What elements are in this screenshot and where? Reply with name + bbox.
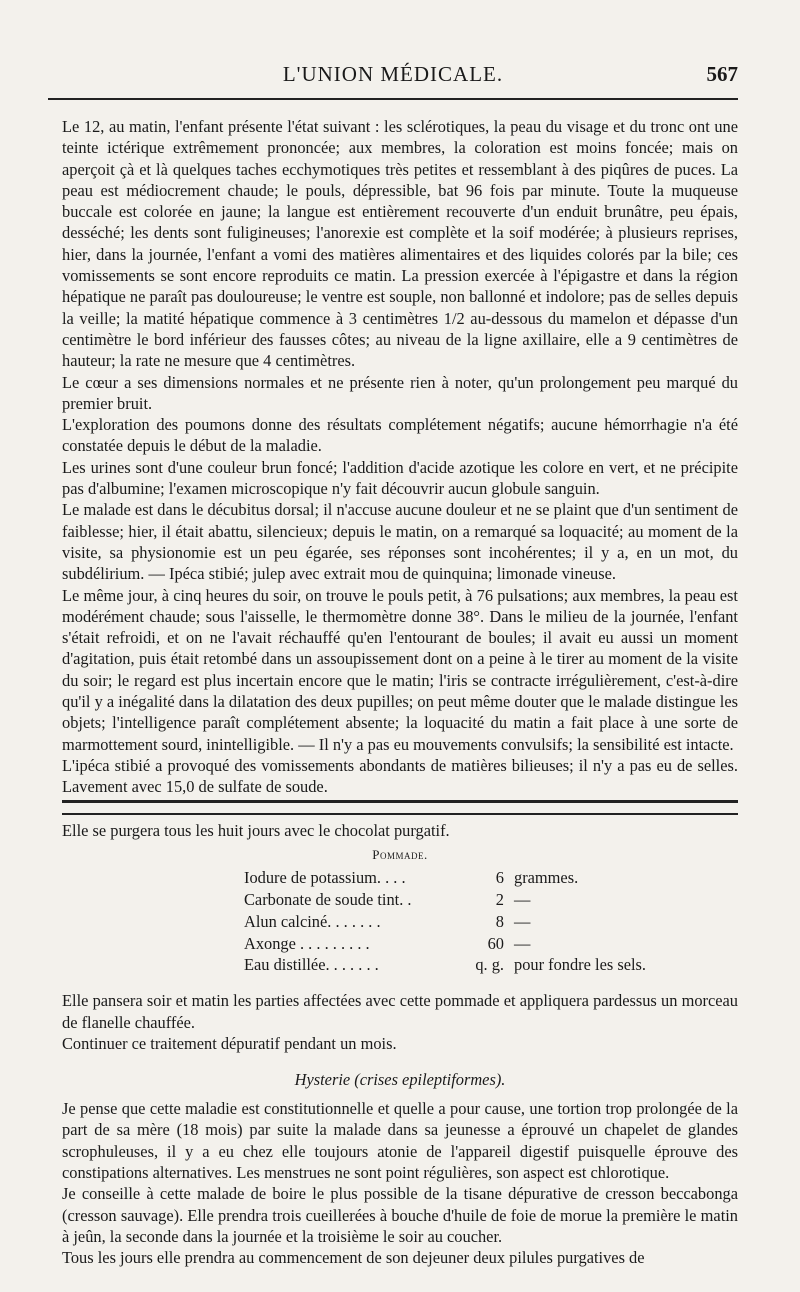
recipe-row	[244, 954, 738, 976]
hysterie-text	[62, 1098, 738, 1268]
header-rule	[48, 98, 738, 100]
ingredient-unit: grammes.	[514, 868, 579, 888]
paragraph: Je conseille à cette malade de boire le plus possible de la tisane dépurative de cresson beccabonga (cresson sauvage). Elle prendra trois cueillerées à bouche d'huile de foie de morue la première le matin à jeûn, la seconde dans la journée et la troisième le soir au coucher.	[62, 1184, 738, 1246]
ingredient-name: Carbonate de soude tint. .	[244, 890, 412, 910]
paragraph: Le même jour, à cinq heures du soir, on trouve le pouls petit, à 76 pulsations; aux membres, la peau est modérément chaude; sous l'aisselle, le thermomètre donne 38°. Dans le milieu de la journée, l'enfant s'était refroidi, et on ne l'avait réchauffé qu'en l'entourant de boules; il avait eu aussi un moment d'agitation, puis était retombé dans un assoupissement dont on a peine à le tirer au moment de la visite du soir; le regard est plus incertain encore que le matin; l'iris se contracte irrégulièrement, c'est-à-dire qu'il y a inégalité dans la dilatation des deux pupilles; on peut même douter que le malade distingue les objets; l'intelligence paraît complétement absente; la loquacité du matin a fait place à une sorte de marmottement sourd, inintelligible. — Il n'y a pas eu mouvements convulsifs; la sensibilité est intacte.	[62, 585, 738, 754]
ingredient-qty: 6	[495, 868, 504, 888]
ingredient-name: Axonge . . . . . . . . .	[244, 933, 370, 953]
ingredient-unit: —	[514, 911, 531, 931]
ingredient-name: Alun calciné. . . . . . .	[244, 911, 381, 931]
observation-text	[62, 116, 738, 798]
paragraph: Les urines sont d'une couleur brun foncé; l'addition d'acide azotique les colore en vert, et ne précipite pas d'albumine; l'examen microscopique n'y fait découvrir aucun globule sanguin.	[62, 457, 738, 499]
pommade-recipe	[244, 867, 738, 976]
recipe-row	[244, 933, 738, 955]
paragraph: Continuer ce traitement dépuratif pendant un mois.	[62, 1033, 397, 1053]
recipe-row	[244, 867, 738, 889]
section-separator	[62, 800, 738, 815]
ingredient-name: Iodure de potassium. . . .	[244, 868, 406, 888]
ingredient-qty: 2	[495, 890, 504, 910]
paragraph: L'exploration des poumons donne des résultats complétement négatifs; aucune hémorrhagie n'a été constatée depuis le début de la maladie.	[62, 415, 738, 456]
page-number: 567	[706, 62, 738, 86]
ingredient-qty: q. g.	[475, 955, 504, 975]
ingredient-unit: —	[514, 890, 531, 910]
ingredient-qty: 60	[487, 933, 504, 953]
paragraph: Je pense que cette maladie est constitutionnelle et quelle a pour cause, une tortion trop prolongée de la part de sa mère (18 mois) par suite la malade dans sa jeunesse a éprouvé un chapelet de glandes scrophuleuses, il y a eu chez elle toujours atonie de l'appareil digestif puisquelle éprouve des constipations alternatives. Les menstrues ne sont point régulières, son aspect est chlorotique.	[62, 1099, 738, 1183]
recipe-row	[244, 911, 738, 933]
ingredient-unit: —	[514, 933, 531, 953]
paragraph: Tous les jours elle prendra au commencement de son dejeuner deux pilules purgatives de	[62, 1248, 645, 1268]
recipe-row	[244, 889, 738, 911]
journal-title: L'UNION MÉDICALE.	[282, 62, 504, 86]
ingredient-unit: pour fondre les sels.	[514, 955, 647, 975]
paragraph: L'ipéca stibié a provoqué des vomissements abondants de matières bilieuses; il n'y a pas eu de selles. Lavement avec 15,0 de sulfate de soude.	[62, 755, 738, 797]
purge-line: Elle se purgera tous les huit jours avec le chocolat purgatif.	[62, 821, 450, 840]
prescription-text	[62, 820, 738, 1269]
ingredient-qty: 8	[495, 911, 504, 931]
pommade-title: Pommade.	[372, 847, 428, 863]
running-header	[48, 58, 738, 92]
paragraph: Le 12, au matin, l'enfant présente l'état suivant : les sclérotiques, la peau du visage et du tronc ont une teinte ictérique extrêmement prononcée; aux membres, la coloration est moins foncée; mais on aperçoit çà et là quelques taches ecchymotiques très petites et ressemblant à des piqûres de puces. La peau est médiocrement chaude; le pouls, dépressible, bat 96 fois par minute. Toute la muqueuse buccale est colorée en jaune; la langue est entièrement recouverte d'un enduit brunâtre, peu épais, desséché; les dents sont fuligineuses; l'anorexie est complète et la soif modérée; à plusieurs reprises, hier, dans la journée, l'enfant a vomi des matières alimentaires et des liquides colorés par la bile; ces vomissements se sont encore reproduits ce matin. La pression exercée à l'épigastre et dans la région hépatique ne paraît pas douloureuse; le ventre est souple, non ballonné et indolore; pas de selles depuis la veille; la matité hépatique commence à 3 centimètres 1/2 au-dessous du mamelon et dépasse d'un centimètre le bord inférieur des fausses côtes; au niveau de la ligne axillaire, elle a 9 centimètres de hauteur; la rate ne mesure que 4 centimètres.	[62, 117, 738, 371]
paragraph: Le malade est dans le décubitus dorsal; il n'accuse aucune douleur et ne se plaint que d'un sentiment de faiblesse; hier, il était abattu, silencieux; depuis le matin, on a remarqué sa loquacité; au moment de la visite, sa physionomie est un peu égarée, ses réponses sont incohérentes; il y a, en un mot, du subdélirium. — Ipéca stibié; julep avec extrait mou de quinquina; limonade vineuse.	[62, 500, 738, 584]
paragraph: Elle pansera soir et matin les parties affectées avec cette pommade et appliquera pardessus un morceau de flanelle chauffée.	[62, 991, 738, 1032]
paragraph: Le cœur a ses dimensions normales et ne présente rien à noter, qu'un prolongement peu marqué du premier bruit.	[62, 372, 738, 413]
section-heading: Hysterie (crises epileptiformes).	[294, 1070, 506, 1090]
after-pommade-text	[62, 990, 738, 1054]
ingredient-name: Eau distillée. . . . . . .	[244, 955, 379, 975]
